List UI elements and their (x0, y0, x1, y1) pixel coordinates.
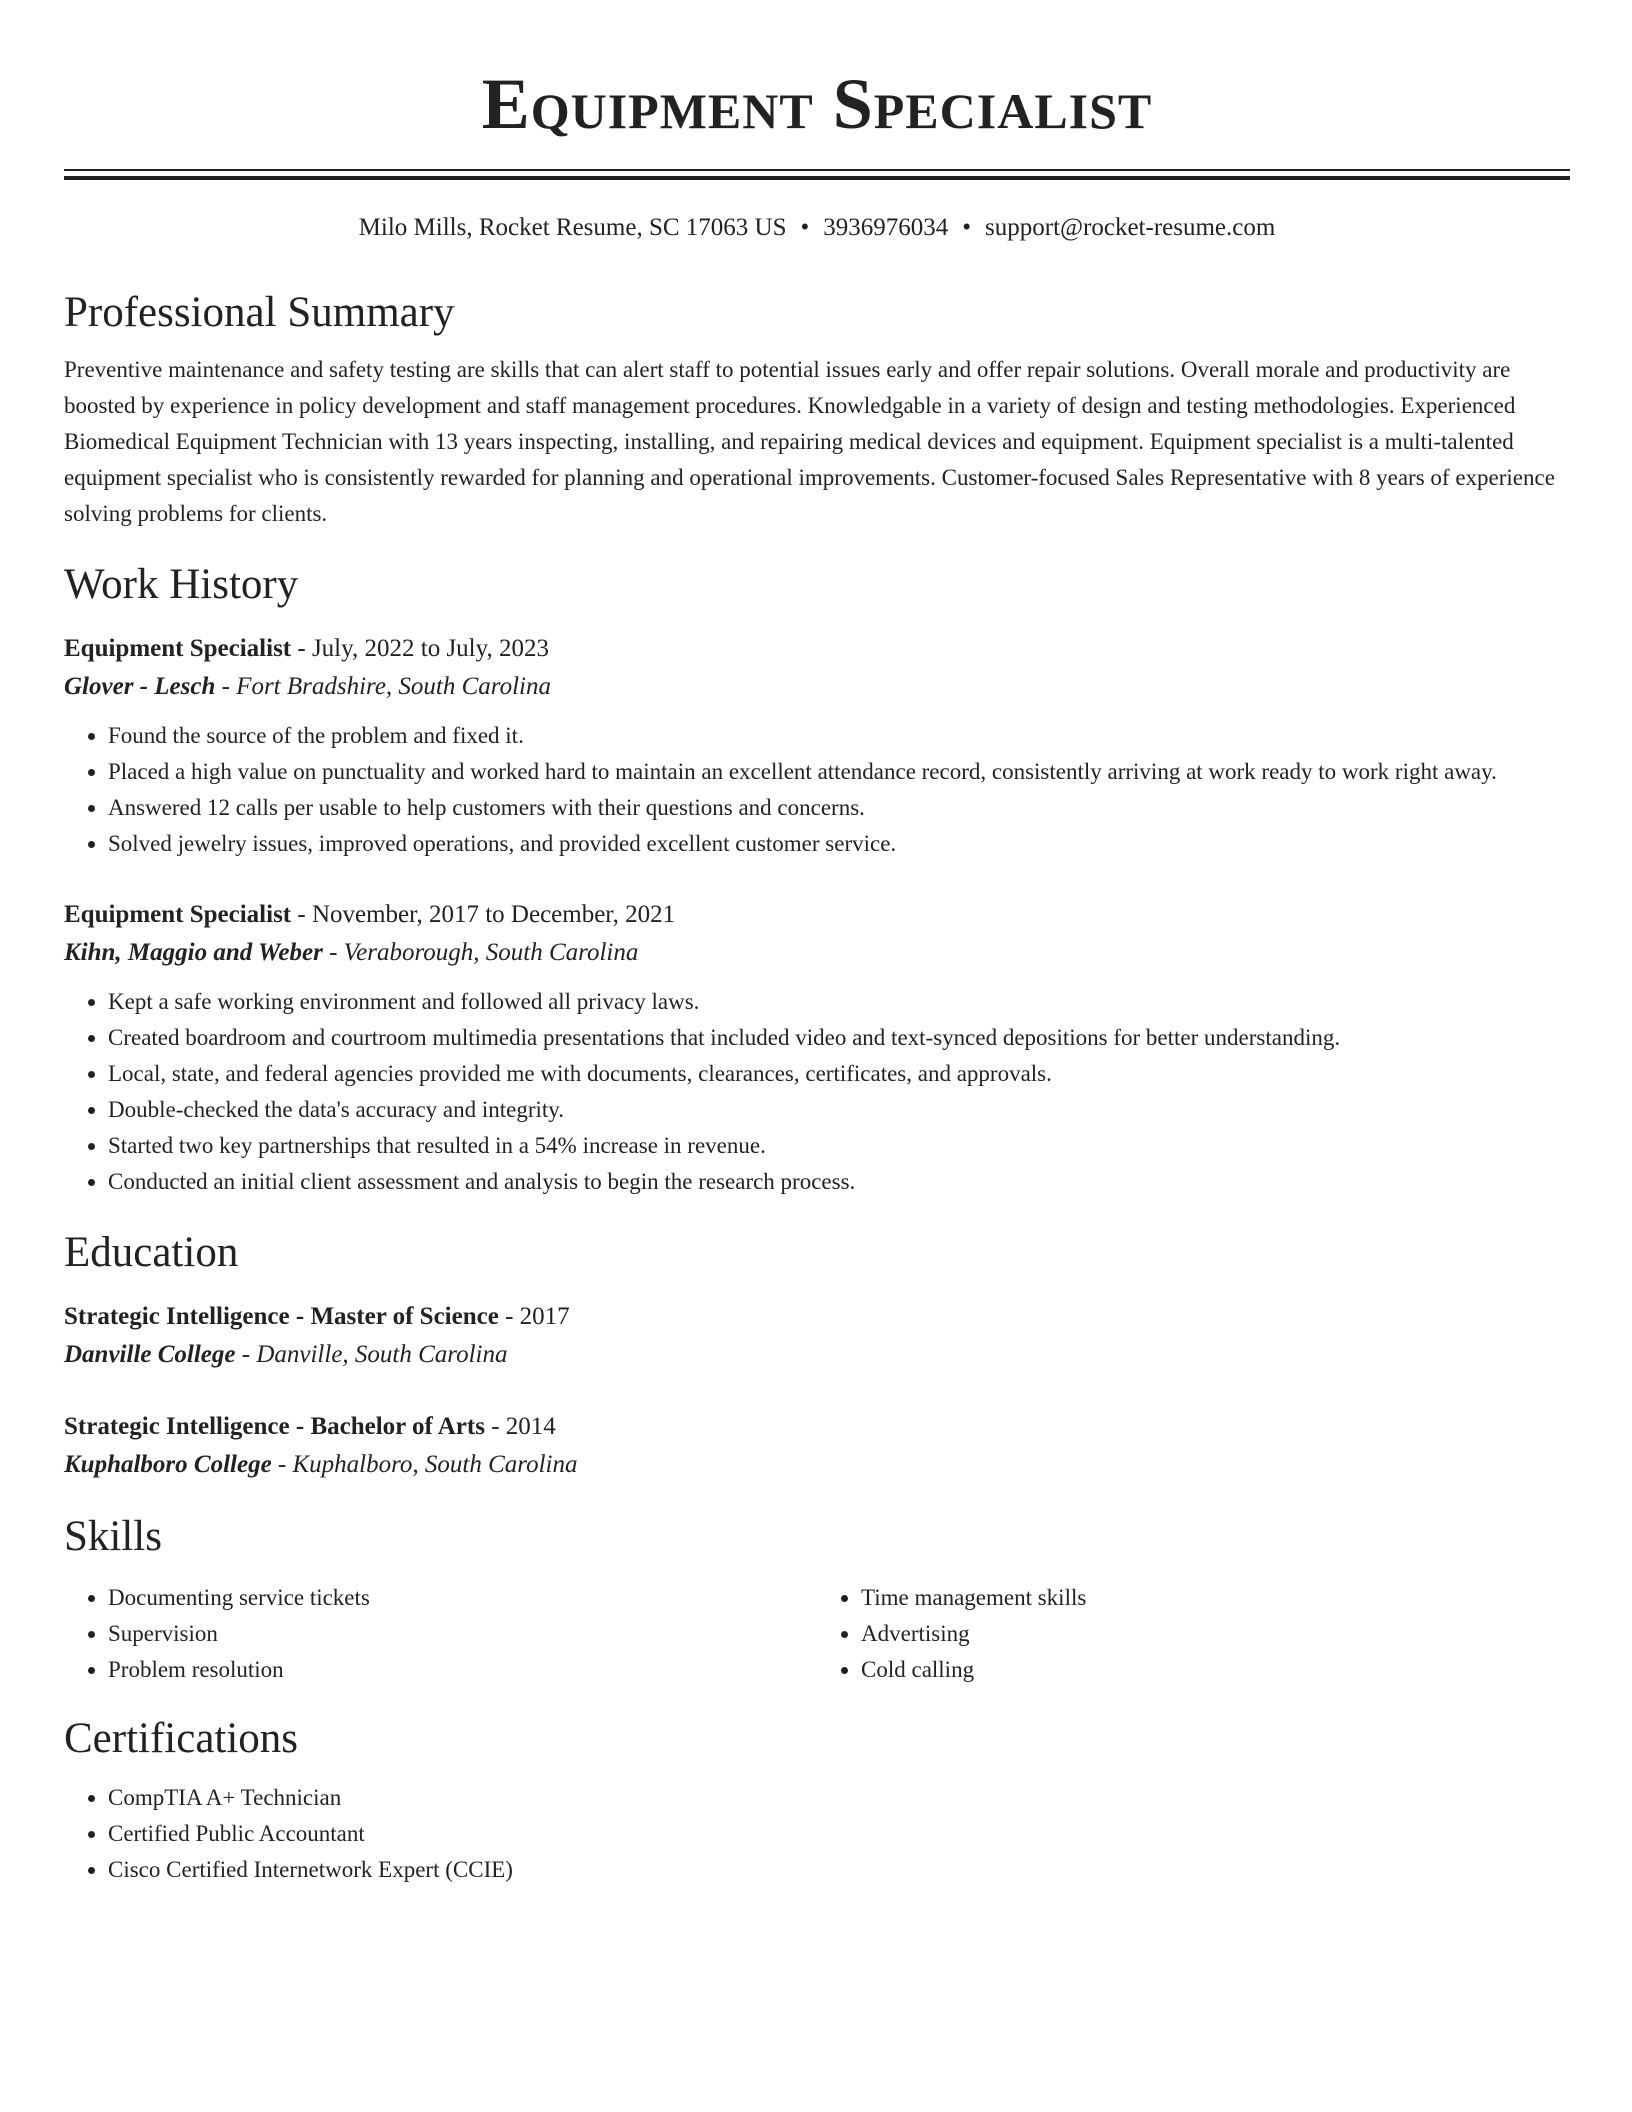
work-history-section-title: Work History (64, 561, 299, 608)
certifications-list (64, 1780, 1570, 1888)
job-bullet: • Solved jewelry issues, improved operations, and provided excellent customer service. (108, 826, 1570, 862)
resume-page (64, 0, 1570, 1888)
skill-item: • Cold calling (861, 1652, 1570, 1688)
education-degree: Strategic Intelligence - Bachelor of Arts (64, 1413, 485, 1440)
skill-item: • Advertising (861, 1616, 1570, 1652)
education-heading (64, 1298, 1570, 1336)
skill-item: • Documenting service tickets (108, 1580, 817, 1616)
education-section-title: Education (64, 1229, 239, 1276)
skill-item: • Problem resolution (108, 1652, 817, 1688)
education-school: Danville College (64, 1341, 236, 1368)
job-bullet: • Conducted an initial client assessment and analysis to begin the research process. (108, 1164, 1570, 1200)
skills-list-left (64, 1580, 817, 1688)
education-entry (64, 1298, 1570, 1374)
job-bullet: • Created boardroom and courtroom multimedia presentations that included video and text-synced depositions for better understanding. (108, 1020, 1570, 1056)
job-role: Equipment Specialist (64, 901, 292, 928)
resume-name-heading: Equipment Specialist (481, 64, 1153, 144)
education-heading (64, 1408, 1570, 1446)
job-bullet: • Started two key partnerships that resulted in a 54% increase in revenue. (108, 1128, 1570, 1164)
certification-item: • Certified Public Accountant (108, 1816, 1570, 1852)
skills-grid (64, 1580, 1570, 1688)
education-entry (64, 1408, 1570, 1484)
job-entry (64, 896, 1570, 1200)
job-bullet: • Local, state, and federal agencies provided me with documents, clearances, certificates, and approvals. (108, 1056, 1570, 1092)
job-role: Equipment Specialist (64, 635, 292, 662)
job-heading (64, 896, 1570, 934)
job-heading (64, 630, 1570, 668)
job-company: Kihn, Maggio and Weber (64, 939, 323, 966)
job-bullet: • Answered 12 calls per usable to help customers with their questions and concerns. (108, 790, 1570, 826)
education-school: Kuphalboro College (64, 1451, 272, 1478)
header-divider-thin (64, 169, 1570, 171)
contact-separator: • (962, 214, 972, 241)
education-school-line (64, 1446, 1570, 1484)
education-year: - 2014 (484, 1413, 556, 1440)
job-employer (64, 934, 1570, 972)
summary-section-title: Professional Summary (64, 289, 455, 336)
contact-separator: • (800, 214, 810, 241)
contact-email: support@rocket-resume.com (985, 214, 1276, 241)
job-bullet-list (64, 984, 1570, 1200)
skills-list-right (817, 1580, 1570, 1688)
contact-address: Milo Mills, Rocket Resume, SC 17063 US (358, 214, 787, 241)
contact-phone: 3936976034 (823, 214, 949, 241)
job-location: - Fort Bradshire, South Carolina (215, 673, 552, 700)
certification-item: • CompTIA A+ Technician (108, 1780, 1570, 1816)
header-divider-thick (64, 176, 1570, 180)
summary-text: Preventive maintenance and safety testing are skills that can alert staff to potential issues early and offer repair solutions. Overall morale and productivity are boosted by experience in policy development and staff management procedures. Knowledgable in a variety of design and testing methodologies. Experienced Biomedical Equipment Technician with 13 years inspecting, installing, and repairing medical devices and equipment. Equipment specialist is a multi-talented equipment specialist who is consistently rewarded for planning and operational improvements. Customer-focused Sales Representative with 8 years of experience solving problems for clients. (64, 357, 1555, 526)
job-company: Glover - Lesch (64, 673, 216, 700)
job-dates: - July, 2022 to July, 2023 (291, 635, 549, 662)
job-location: - Veraborough, South Carolina (322, 939, 639, 966)
job-entry (64, 630, 1570, 862)
job-employer (64, 668, 1570, 706)
job-bullet-list (64, 718, 1570, 862)
education-degree: Strategic Intelligence - Master of Science (64, 1303, 499, 1330)
education-year: - 2017 (498, 1303, 570, 1330)
education-location: - Kuphalboro, South Carolina (271, 1451, 578, 1478)
job-bullet: • Kept a safe working environment and followed all privacy laws. (108, 984, 1570, 1020)
skills-section-title: Skills (64, 1513, 162, 1560)
education-location: - Danville, South Carolina (235, 1341, 508, 1368)
job-bullet: • Found the source of the problem and fixed it. (108, 718, 1570, 754)
certifications-section-title: Certifications (64, 1715, 299, 1762)
job-dates: - November, 2017 to December, 2021 (291, 901, 676, 928)
skill-item: • Supervision (108, 1616, 817, 1652)
job-bullet: • Placed a high value on punctuality and worked hard to maintain an excellent attendance record, consistently arriving at work ready to work right away. (108, 754, 1570, 790)
certification-item: • Cisco Certified Internetwork Expert (CCIE) (108, 1852, 1570, 1888)
education-school-line (64, 1336, 1570, 1374)
job-bullet: • Double-checked the data's accuracy and integrity. (108, 1092, 1570, 1128)
contact-line (64, 210, 1570, 246)
skill-item: • Time management skills (861, 1580, 1570, 1616)
